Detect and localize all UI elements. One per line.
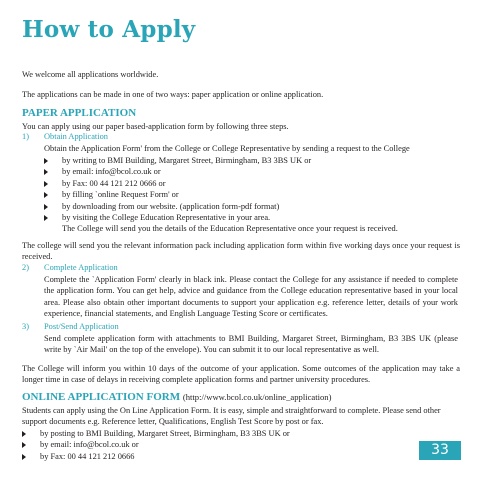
step-2-number: 2)	[22, 263, 29, 272]
step-3-text: Send complete application form with attachments to BMI Building, Margaret Street, Birmingham, B3 3BS UK (please write by `Air Mail' on the top of the envelope). You can submit it to our local representative as well.	[44, 334, 458, 355]
list-item-text: by posting to BMI Building, Margaret Street, Birmingham, B3 3BS UK or	[40, 429, 290, 438]
step-2-text: Complete the `Application Form' clearly in black ink. Please contact the College for any assistance if needed to complete the application form. You can get help, advice and guidance from the College education representative based in your local area. Please also obtain other important documents to support your application e.g. reference letter, details of your work experience, financial statements, and English Language Testing Score or certificates.	[44, 275, 458, 319]
list-item	[44, 155, 458, 166]
step-2-heading	[22, 263, 118, 272]
list-item	[44, 189, 458, 200]
step-1-note: The College will send you the details of the Education Representative once your request is received.	[62, 224, 398, 233]
list-item-text: by downloading from our website. (application form-pdf format)	[62, 201, 280, 211]
list-item-text: by email: info@bcol.co.uk or	[62, 167, 161, 177]
page-title: How to Apply	[22, 16, 196, 43]
arrow-bullet-icon	[44, 181, 48, 187]
arrow-bullet-icon	[22, 431, 26, 437]
paper-lead: You can apply using our paper based-application form by following three steps.	[22, 122, 289, 131]
list-item-text: by visiting the College Education Representative in your area.	[62, 213, 271, 223]
step-2-title: Complete Application	[44, 263, 118, 272]
list-item	[44, 166, 458, 177]
outcome-paragraph: The College will inform you within 10 days of the outcome of your application. Some outcomes of the application may take a longer time in case of delays in receiving complete application forms and partner university procedures.	[22, 364, 460, 385]
arrow-bullet-icon	[44, 169, 48, 175]
step-3-number: 3)	[22, 322, 29, 331]
step-1-title: Obtain Application	[44, 132, 108, 141]
list-item	[22, 451, 436, 462]
list-item	[22, 428, 436, 439]
step-1-text: Obtain the Application Form' from the College or College Representative by sending a request to the College	[44, 144, 410, 153]
online-bullet-list	[22, 428, 436, 462]
list-item-text: by email: info@bcol.co.uk or	[40, 440, 139, 450]
arrow-bullet-icon	[44, 215, 48, 221]
arrow-bullet-icon	[22, 454, 26, 460]
page-number-badge: 33	[419, 441, 461, 460]
paper-application-heading: PAPER APPLICATION	[22, 107, 137, 119]
list-item-text: by Fax: 00 44 121 212 0666	[40, 451, 135, 461]
list-item	[44, 201, 458, 212]
step-3-title: Post/Send Application	[44, 322, 119, 331]
online-application-text: Students can apply using the On Line Application Form. It is easy, simple and straightforward to complete. Please send other support documents e.g. Reference letter, Qualifications, English Test Score by post or fax.	[22, 406, 441, 427]
list-item-text: by filling `online Request Form' or	[62, 190, 179, 200]
intro-welcome: We welcome all applications worldwide.	[22, 70, 159, 79]
arrow-bullet-icon	[44, 204, 48, 210]
list-item	[44, 212, 458, 223]
step-1-bullet-list	[44, 155, 458, 223]
list-item	[44, 178, 458, 189]
list-item-text: by writing to BMI Building, Margaret Street, Birmingham, B3 3BS UK or	[62, 156, 312, 165]
info-pack-paragraph: The college will send you the relevant information pack including application form within five working days once your request is received.	[22, 241, 460, 262]
arrow-bullet-icon	[44, 192, 48, 198]
list-item	[22, 439, 436, 450]
step-1-heading	[22, 132, 108, 141]
intro-ways: The applications can be made in one of two ways: paper application or online application.	[22, 90, 324, 99]
arrow-bullet-icon	[44, 158, 48, 164]
step-3-heading	[22, 322, 119, 331]
online-application-title: ONLINE APPLICATION FORM	[22, 391, 181, 403]
list-item-text: by Fax: 00 44 121 212 0666 or	[62, 178, 166, 188]
step-1-number: 1)	[22, 132, 29, 141]
arrow-bullet-icon	[22, 442, 26, 448]
online-application-url: (http://www.bcol.co.uk/online_application)	[182, 392, 332, 402]
online-application-heading	[22, 391, 331, 403]
